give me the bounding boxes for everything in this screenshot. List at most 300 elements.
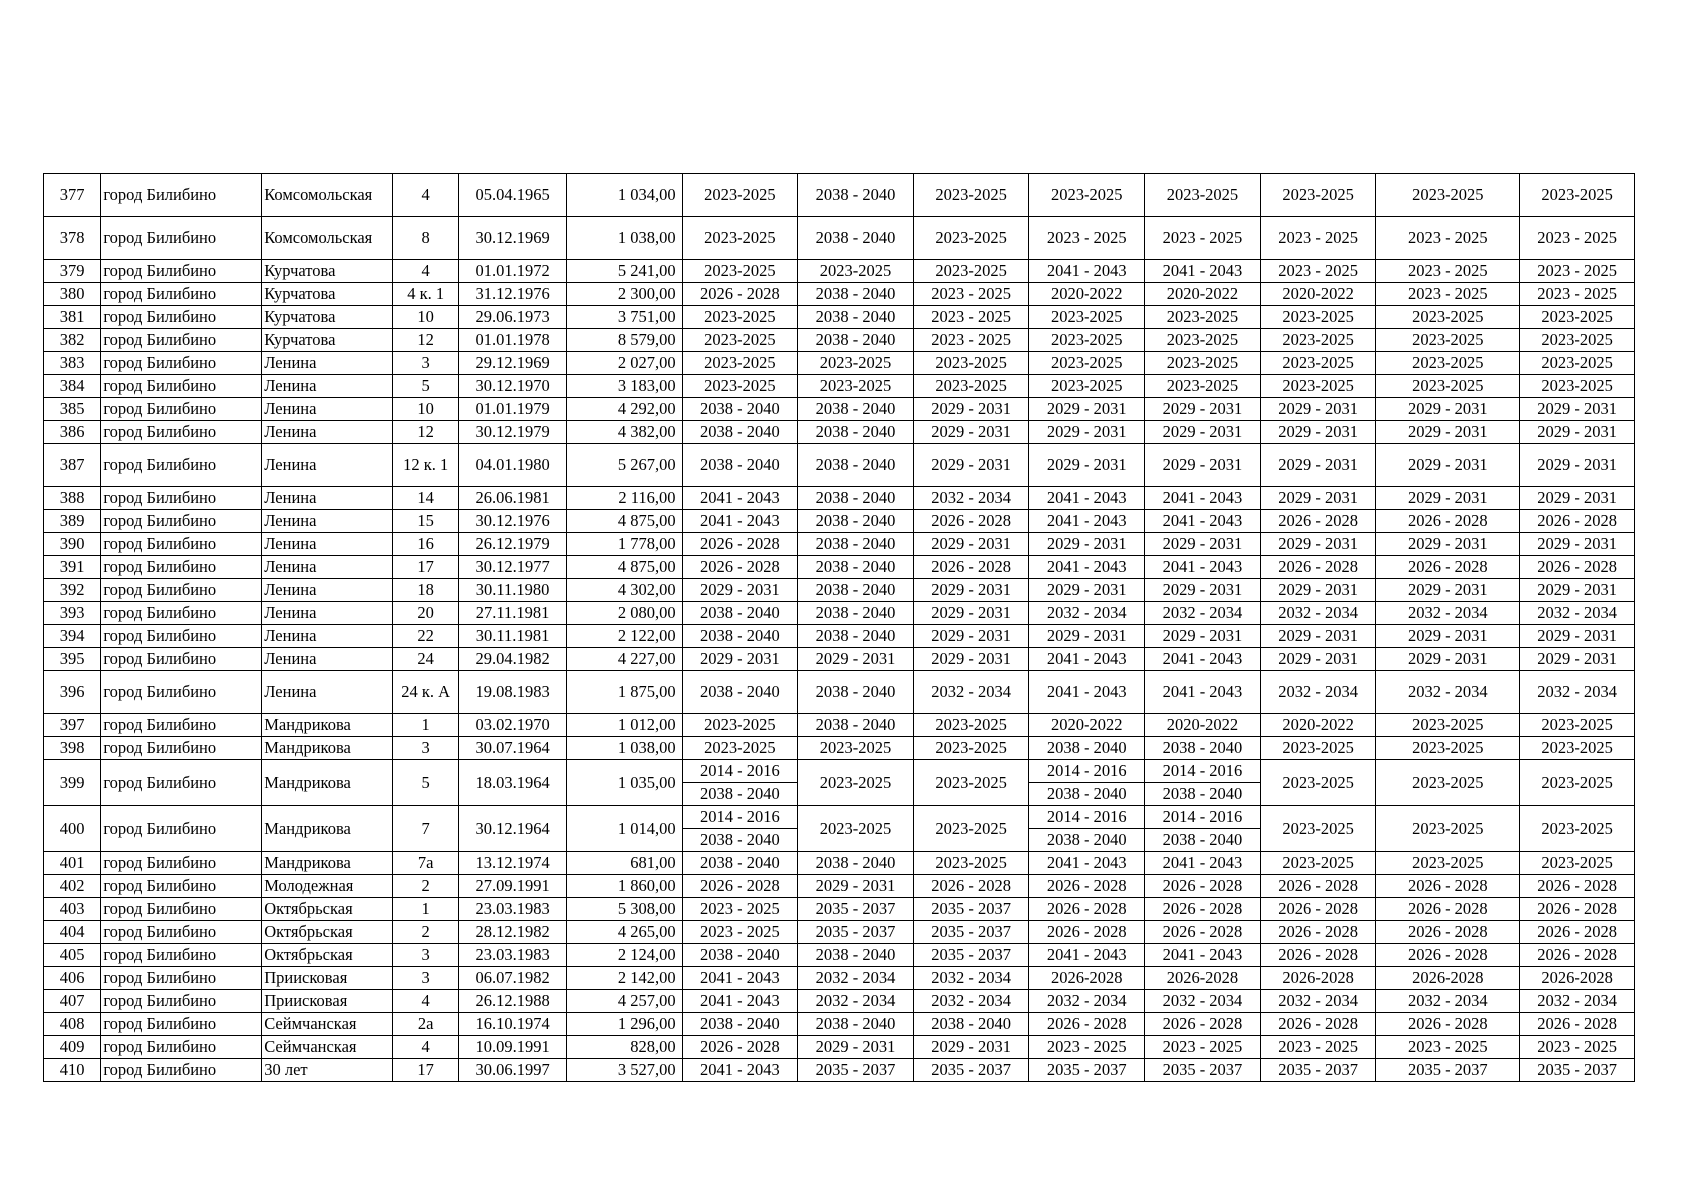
- table-cell: 7а: [392, 852, 458, 875]
- table-cell: 2023-2025: [1376, 329, 1520, 352]
- table-cell: 2023 - 2025: [1376, 283, 1520, 306]
- table-cell: город Билибино: [101, 990, 262, 1013]
- table-cell: 401: [44, 852, 101, 875]
- table-cell: город Билибино: [101, 533, 262, 556]
- table-cell: 2026 - 2028: [1260, 510, 1376, 533]
- table-row: [44, 398, 1635, 421]
- table-cell: 16: [392, 533, 458, 556]
- table-cell: 2026 - 2028: [1260, 898, 1376, 921]
- table-cell: 2026-2028: [1260, 967, 1376, 990]
- table-cell: 2023 - 2025: [1520, 283, 1635, 306]
- table-row: [44, 283, 1635, 306]
- table-cell: 20: [392, 602, 458, 625]
- table-cell: 2023-2025: [1260, 852, 1376, 875]
- table-cell: Ленина: [262, 487, 393, 510]
- table-cell: 2023 - 2025: [1260, 1036, 1376, 1059]
- table-cell: город Билибино: [101, 579, 262, 602]
- table-cell: 2032 - 2034: [913, 967, 1029, 990]
- table-cell: 30.12.1970: [459, 375, 567, 398]
- table-cell: 2026 - 2028: [913, 510, 1029, 533]
- table-cell: 28.12.1982: [459, 921, 567, 944]
- table-cell: Мандрикова: [262, 806, 393, 852]
- table-cell: 4 302,00: [566, 579, 682, 602]
- table-cell: 4 257,00: [566, 990, 682, 1013]
- table-cell: 2029 - 2031: [1376, 444, 1520, 487]
- table-cell: 2035 - 2037: [913, 921, 1029, 944]
- table-cell: 2023-2025: [1029, 375, 1145, 398]
- table-cell: 2038 - 2040: [798, 487, 914, 510]
- table-row: [44, 1036, 1635, 1059]
- table-cell: 2026 - 2028: [1260, 556, 1376, 579]
- table-cell: 2 116,00: [566, 487, 682, 510]
- table-cell: 2032 - 2034: [1029, 990, 1145, 1013]
- table-cell: 2029 - 2031: [1376, 421, 1520, 444]
- table-cell: 1 038,00: [566, 737, 682, 760]
- table-cell: 2032 - 2034: [1260, 602, 1376, 625]
- table-cell: 12 к. 1: [392, 444, 458, 487]
- table-cell: 2029 - 2031: [1260, 398, 1376, 421]
- table-cell: 4 к. 1: [392, 283, 458, 306]
- table-row: [44, 174, 1635, 217]
- housing-schedule-table: [43, 173, 1635, 1082]
- table-cell: 2023 - 2025: [913, 306, 1029, 329]
- table-cell: 2026 - 2028: [1145, 898, 1261, 921]
- table-cell: 8: [392, 217, 458, 260]
- table-cell: 2014 - 2016: [682, 760, 798, 783]
- table-cell: 2038 - 2040: [1145, 783, 1261, 806]
- table-cell: 2023-2025: [1260, 174, 1376, 217]
- table-cell: 2 124,00: [566, 944, 682, 967]
- table-cell: Ленина: [262, 375, 393, 398]
- table-cell: 2023-2025: [913, 714, 1029, 737]
- table-cell: 2026 - 2028: [1520, 556, 1635, 579]
- table-cell: 2023-2025: [1376, 852, 1520, 875]
- table-cell: город Билибино: [101, 967, 262, 990]
- table-cell: 2023 - 2025: [1376, 1036, 1520, 1059]
- table-cell: 2029 - 2031: [1029, 421, 1145, 444]
- table-cell: 27.09.1991: [459, 875, 567, 898]
- table-cell: 2038 - 2040: [798, 174, 914, 217]
- table-cell: 410: [44, 1059, 101, 1082]
- table-cell: 2026 - 2028: [1029, 898, 1145, 921]
- table-cell: 2026 - 2028: [1376, 1013, 1520, 1036]
- table-cell: 2029 - 2031: [1145, 421, 1261, 444]
- table-cell: 2023-2025: [1376, 306, 1520, 329]
- table-cell: город Билибино: [101, 217, 262, 260]
- table-cell: 2 027,00: [566, 352, 682, 375]
- table-cell: 30.11.1981: [459, 625, 567, 648]
- table-cell: 2029 - 2031: [1260, 648, 1376, 671]
- table-cell: 2026-2028: [1029, 967, 1145, 990]
- table-cell: 2023-2025: [913, 806, 1029, 852]
- table-cell: 13.12.1974: [459, 852, 567, 875]
- table-cell: Мандрикова: [262, 714, 393, 737]
- table-cell: 2029 - 2031: [913, 1036, 1029, 1059]
- table-cell: 2038 - 2040: [798, 556, 914, 579]
- table-cell: Сеймчанская: [262, 1013, 393, 1036]
- table-cell: Ленина: [262, 444, 393, 487]
- table-cell: Курчатова: [262, 329, 393, 352]
- table-cell: Комсомольская: [262, 217, 393, 260]
- table-cell: 2038 - 2040: [798, 625, 914, 648]
- table-cell: 2023 - 2025: [1520, 217, 1635, 260]
- table-body: [44, 174, 1635, 1082]
- table-cell: 01.01.1978: [459, 329, 567, 352]
- table-row: [44, 579, 1635, 602]
- table-cell: 15: [392, 510, 458, 533]
- table-cell: 2038 - 2040: [798, 283, 914, 306]
- table-cell: 388: [44, 487, 101, 510]
- table-cell: 2038 - 2040: [1029, 737, 1145, 760]
- table-cell: 2041 - 2043: [1029, 487, 1145, 510]
- table-cell: 2023-2025: [1260, 737, 1376, 760]
- table-cell: 2032 - 2034: [1376, 990, 1520, 1013]
- table-cell: 2029 - 2031: [1260, 487, 1376, 510]
- table-cell: 2014 - 2016: [1145, 806, 1261, 829]
- table-cell: Мандрикова: [262, 760, 393, 806]
- table-cell: 2035 - 2037: [1029, 1059, 1145, 1082]
- table-cell: город Билибино: [101, 174, 262, 217]
- table-cell: 2023-2025: [1260, 352, 1376, 375]
- table-cell: город Билибино: [101, 1059, 262, 1082]
- table-cell: 03.02.1970: [459, 714, 567, 737]
- table-cell: 2026 - 2028: [1029, 921, 1145, 944]
- table-cell: 2029 - 2031: [1029, 398, 1145, 421]
- table-cell: 2023 - 2025: [1376, 260, 1520, 283]
- table-cell: 2038 - 2040: [682, 625, 798, 648]
- table-cell: 2020-2022: [1260, 283, 1376, 306]
- table-cell: 2020-2022: [1145, 283, 1261, 306]
- table-cell: город Билибино: [101, 398, 262, 421]
- table-cell: 30.07.1964: [459, 737, 567, 760]
- table-cell: 10: [392, 398, 458, 421]
- table-cell: 18: [392, 579, 458, 602]
- table-cell: 380: [44, 283, 101, 306]
- table-cell: 2038 - 2040: [682, 852, 798, 875]
- table-cell: 2023-2025: [1376, 737, 1520, 760]
- table-cell: 2026 - 2028: [1376, 898, 1520, 921]
- table-cell: 2041 - 2043: [1145, 556, 1261, 579]
- table-row: [44, 260, 1635, 283]
- table-cell: 2023-2025: [1376, 375, 1520, 398]
- table-cell: город Билибино: [101, 1013, 262, 1036]
- table-cell: 2023-2025: [1029, 352, 1145, 375]
- table-cell: 2029 - 2031: [798, 648, 914, 671]
- table-cell: 2023-2025: [1029, 306, 1145, 329]
- table-cell: 2023-2025: [1376, 714, 1520, 737]
- table-cell: 2032 - 2034: [913, 671, 1029, 714]
- table-cell: 29.06.1973: [459, 306, 567, 329]
- table-row: [44, 760, 1635, 783]
- table-cell: 3: [392, 967, 458, 990]
- table-row: [44, 306, 1635, 329]
- table-cell: 391: [44, 556, 101, 579]
- table-cell: город Билибино: [101, 648, 262, 671]
- table-cell: 2023-2025: [913, 852, 1029, 875]
- table-cell: город Билибино: [101, 898, 262, 921]
- table-row: [44, 898, 1635, 921]
- table-cell: 2038 - 2040: [1145, 829, 1261, 852]
- table-cell: 23.03.1983: [459, 898, 567, 921]
- table-cell: 397: [44, 714, 101, 737]
- table-cell: 2038 - 2040: [798, 714, 914, 737]
- table-cell: город Билибино: [101, 329, 262, 352]
- table-cell: Приисковая: [262, 990, 393, 1013]
- table-cell: 2041 - 2043: [1029, 852, 1145, 875]
- table-cell: 2032 - 2034: [1520, 671, 1635, 714]
- table-cell: 399: [44, 760, 101, 806]
- table-cell: 2029 - 2031: [1520, 398, 1635, 421]
- table-cell: 2023 - 2025: [682, 898, 798, 921]
- table-cell: 1 038,00: [566, 217, 682, 260]
- table-cell: 2029 - 2031: [913, 398, 1029, 421]
- table-cell: 01.01.1972: [459, 260, 567, 283]
- table-row: [44, 990, 1635, 1013]
- table-cell: 4 875,00: [566, 510, 682, 533]
- table-cell: 2035 - 2037: [1520, 1059, 1635, 1082]
- table-cell: 2038 - 2040: [798, 329, 914, 352]
- table-cell: 378: [44, 217, 101, 260]
- table-cell: 2026 - 2028: [1145, 875, 1261, 898]
- table-cell: 30.06.1997: [459, 1059, 567, 1082]
- table-cell: 12: [392, 421, 458, 444]
- table-cell: 24: [392, 648, 458, 671]
- table-cell: 04.01.1980: [459, 444, 567, 487]
- table-cell: 2029 - 2031: [1376, 487, 1520, 510]
- table-cell: 2029 - 2031: [798, 875, 914, 898]
- table-cell: 2038 - 2040: [1029, 829, 1145, 852]
- table-cell: город Билибино: [101, 421, 262, 444]
- table-cell: 404: [44, 921, 101, 944]
- table-cell: 2035 - 2037: [913, 1059, 1029, 1082]
- table-cell: 2035 - 2037: [798, 921, 914, 944]
- table-cell: 23.03.1983: [459, 944, 567, 967]
- table-cell: 2023-2025: [913, 174, 1029, 217]
- table-cell: 2023 - 2025: [1260, 217, 1376, 260]
- table-cell: 2038 - 2040: [682, 783, 798, 806]
- table-cell: город Билибино: [101, 1036, 262, 1059]
- table-cell: 2035 - 2037: [1260, 1059, 1376, 1082]
- table-cell: 2038 - 2040: [798, 579, 914, 602]
- table-cell: 2029 - 2031: [1145, 579, 1261, 602]
- table-cell: 2026 - 2028: [913, 875, 1029, 898]
- table-cell: 2026 - 2028: [1520, 1013, 1635, 1036]
- table-row: [44, 421, 1635, 444]
- table-cell: город Билибино: [101, 444, 262, 487]
- table-cell: 2032 - 2034: [1260, 671, 1376, 714]
- table-cell: 2023-2025: [913, 375, 1029, 398]
- table-cell: 26.12.1988: [459, 990, 567, 1013]
- table-cell: 2029 - 2031: [1520, 444, 1635, 487]
- table-cell: Ленина: [262, 648, 393, 671]
- table-cell: 2041 - 2043: [1029, 260, 1145, 283]
- table-cell: 2041 - 2043: [1145, 260, 1261, 283]
- table-row: [44, 714, 1635, 737]
- table-cell: 384: [44, 375, 101, 398]
- table-cell: 2026 - 2028: [1520, 921, 1635, 944]
- table-cell: 681,00: [566, 852, 682, 875]
- table-cell: Ленина: [262, 579, 393, 602]
- table-cell: 4 382,00: [566, 421, 682, 444]
- table-cell: 382: [44, 329, 101, 352]
- table-cell: 2023 - 2025: [1029, 217, 1145, 260]
- table-cell: 19.08.1983: [459, 671, 567, 714]
- table-cell: 379: [44, 260, 101, 283]
- table-cell: 5 241,00: [566, 260, 682, 283]
- table-cell: город Билибино: [101, 556, 262, 579]
- table-cell: 2023-2025: [1145, 375, 1261, 398]
- table-cell: 26.06.1981: [459, 487, 567, 510]
- table-cell: 2029 - 2031: [1145, 625, 1261, 648]
- table-cell: 2035 - 2037: [798, 1059, 914, 1082]
- table-cell: 2041 - 2043: [1029, 671, 1145, 714]
- table-cell: 2029 - 2031: [1260, 579, 1376, 602]
- table-row: [44, 967, 1635, 990]
- table-cell: 2023-2025: [1145, 352, 1261, 375]
- table-cell: Ленина: [262, 421, 393, 444]
- table-cell: 2041 - 2043: [1029, 556, 1145, 579]
- table-cell: 2014 - 2016: [682, 806, 798, 829]
- table-cell: 828,00: [566, 1036, 682, 1059]
- table-cell: город Билибино: [101, 737, 262, 760]
- table-cell: 2041 - 2043: [1145, 510, 1261, 533]
- table-cell: 4 227,00: [566, 648, 682, 671]
- table-cell: Сеймчанская: [262, 1036, 393, 1059]
- table-cell: 2023-2025: [1145, 329, 1261, 352]
- table-cell: 2023-2025: [682, 737, 798, 760]
- table-cell: 2041 - 2043: [682, 487, 798, 510]
- table-cell: 2032 - 2034: [1029, 602, 1145, 625]
- table-cell: 2023-2025: [1520, 737, 1635, 760]
- table-cell: 2023-2025: [1520, 306, 1635, 329]
- table-cell: 2026 - 2028: [1520, 944, 1635, 967]
- table-cell: 24 к. А: [392, 671, 458, 714]
- table-cell: 2032 - 2034: [1376, 671, 1520, 714]
- table-cell: 2029 - 2031: [1260, 444, 1376, 487]
- table-cell: 1: [392, 898, 458, 921]
- table-cell: 30.12.1979: [459, 421, 567, 444]
- table-cell: 14: [392, 487, 458, 510]
- table-cell: город Билибино: [101, 352, 262, 375]
- table-cell: 2023-2025: [1520, 375, 1635, 398]
- table-cell: 2029 - 2031: [913, 648, 1029, 671]
- table-cell: 2035 - 2037: [1145, 1059, 1261, 1082]
- table-cell: 2032 - 2034: [1376, 602, 1520, 625]
- table-cell: 2038 - 2040: [798, 602, 914, 625]
- table-cell: Ленина: [262, 510, 393, 533]
- table-cell: 2023-2025: [682, 329, 798, 352]
- table-cell: 30.12.1976: [459, 510, 567, 533]
- table-cell: 2029 - 2031: [1376, 533, 1520, 556]
- table-cell: 2023 - 2025: [1520, 1036, 1635, 1059]
- table-cell: Октябрьская: [262, 898, 393, 921]
- table-cell: 2029 - 2031: [1376, 398, 1520, 421]
- table-cell: 2041 - 2043: [682, 990, 798, 1013]
- table-cell: 386: [44, 421, 101, 444]
- table-cell: 2029 - 2031: [682, 579, 798, 602]
- table-cell: город Билибино: [101, 944, 262, 967]
- table-row: [44, 648, 1635, 671]
- table-cell: 2023 - 2025: [1376, 217, 1520, 260]
- table-cell: 2029 - 2031: [1520, 625, 1635, 648]
- table-cell: 4: [392, 260, 458, 283]
- table-cell: 16.10.1974: [459, 1013, 567, 1036]
- table-cell: 2029 - 2031: [1260, 421, 1376, 444]
- table-cell: 2029 - 2031: [913, 602, 1029, 625]
- table-cell: 2023-2025: [1029, 329, 1145, 352]
- table-cell: Молодежная: [262, 875, 393, 898]
- table-cell: Октябрьская: [262, 921, 393, 944]
- table-cell: город Билибино: [101, 510, 262, 533]
- table-cell: 2038 - 2040: [682, 1013, 798, 1036]
- table-cell: 2023-2025: [1145, 306, 1261, 329]
- table-cell: 398: [44, 737, 101, 760]
- table-cell: 1 860,00: [566, 875, 682, 898]
- table-cell: 2026 - 2028: [1376, 921, 1520, 944]
- table-row: [44, 217, 1635, 260]
- table-row: [44, 852, 1635, 875]
- table-row: [44, 602, 1635, 625]
- table-cell: 2023-2025: [1376, 174, 1520, 217]
- table-cell: 2029 - 2031: [1029, 625, 1145, 648]
- table-cell: 4 265,00: [566, 921, 682, 944]
- table-cell: 2023 - 2025: [913, 283, 1029, 306]
- table-cell: 2032 - 2034: [1260, 990, 1376, 1013]
- table-cell: 5 267,00: [566, 444, 682, 487]
- table-cell: 4 292,00: [566, 398, 682, 421]
- table-cell: 2032 - 2034: [1145, 602, 1261, 625]
- table-cell: 2 142,00: [566, 967, 682, 990]
- table-cell: 2023-2025: [1520, 714, 1635, 737]
- table-cell: 2035 - 2037: [798, 898, 914, 921]
- table-cell: 2041 - 2043: [682, 510, 798, 533]
- table-row: [44, 510, 1635, 533]
- table-cell: 2023-2025: [682, 174, 798, 217]
- table-cell: 2026-2028: [1145, 967, 1261, 990]
- table-cell: 2023 - 2025: [1520, 260, 1635, 283]
- table-cell: 2041 - 2043: [1145, 648, 1261, 671]
- table-cell: 383: [44, 352, 101, 375]
- table-cell: город Билибино: [101, 806, 262, 852]
- table-cell: 2026 - 2028: [1376, 875, 1520, 898]
- table-cell: 2041 - 2043: [1145, 944, 1261, 967]
- table-cell: 2038 - 2040: [1029, 783, 1145, 806]
- table-cell: Ленина: [262, 352, 393, 375]
- table-cell: 2026 - 2028: [1260, 1013, 1376, 1036]
- table-cell: 2038 - 2040: [798, 510, 914, 533]
- table-cell: 10.09.1991: [459, 1036, 567, 1059]
- table-cell: 2023-2025: [798, 806, 914, 852]
- table-cell: 17: [392, 556, 458, 579]
- table-cell: 2023-2025: [682, 714, 798, 737]
- table-cell: 2023 - 2025: [1029, 1036, 1145, 1059]
- table-cell: 2023-2025: [1520, 852, 1635, 875]
- table-cell: 2032 - 2034: [913, 487, 1029, 510]
- table-cell: 26.12.1979: [459, 533, 567, 556]
- table-cell: 2026 - 2028: [1260, 921, 1376, 944]
- table-cell: 2032 - 2034: [1520, 990, 1635, 1013]
- table-cell: 2029 - 2031: [913, 579, 1029, 602]
- table-cell: 2023-2025: [913, 737, 1029, 760]
- table-cell: 2038 - 2040: [682, 829, 798, 852]
- table-cell: 2023 - 2025: [682, 921, 798, 944]
- table-cell: 5: [392, 375, 458, 398]
- table-cell: 377: [44, 174, 101, 217]
- table-cell: 2026 - 2028: [1376, 510, 1520, 533]
- table-cell: 2029 - 2031: [1376, 648, 1520, 671]
- table-cell: 2029 - 2031: [1145, 398, 1261, 421]
- table-cell: 2038 - 2040: [798, 671, 914, 714]
